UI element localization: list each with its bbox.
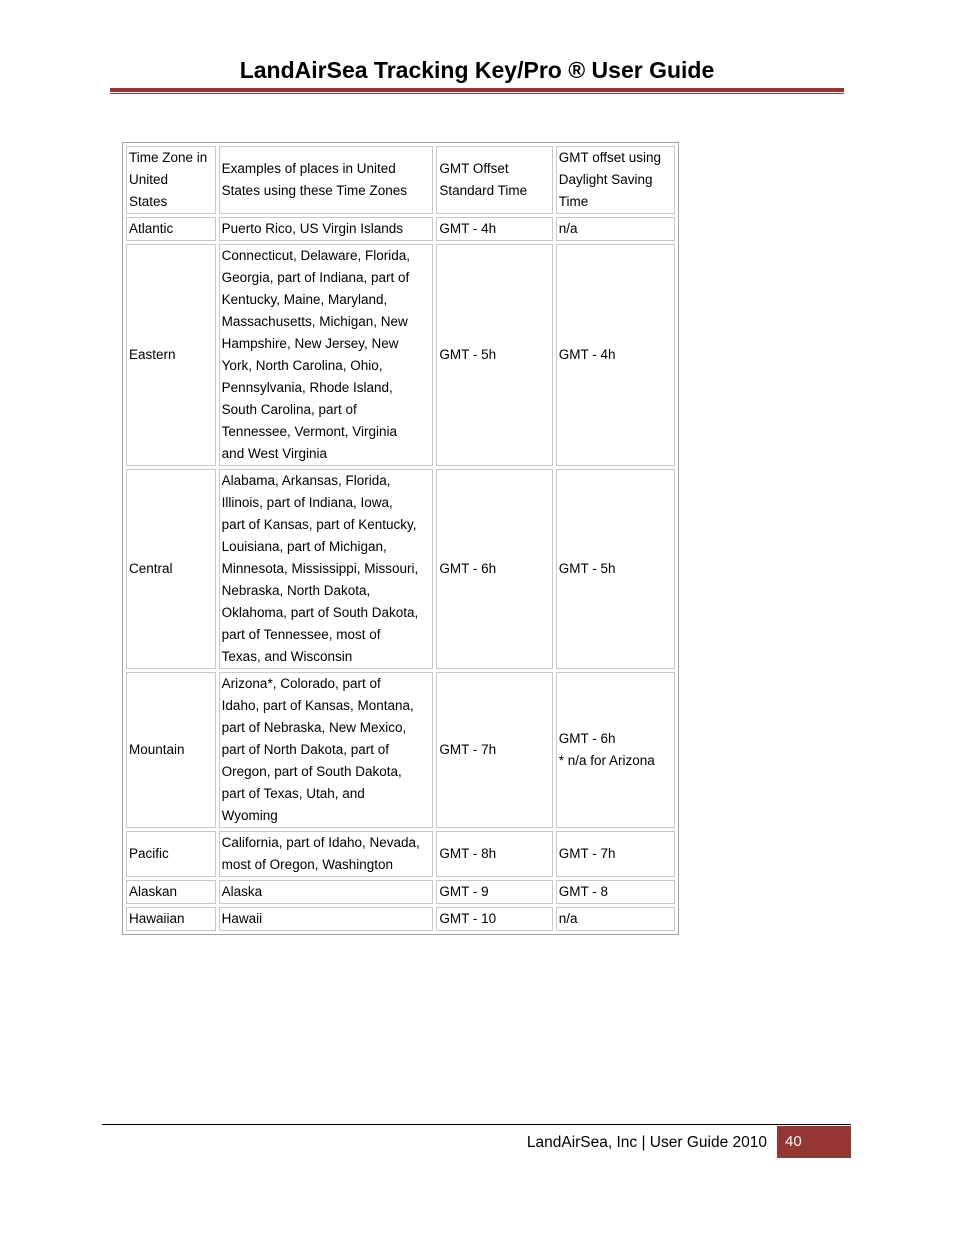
places-cell: Alabama, Arkansas, Florida, Illinois, part of Indiana, Iowa, part of Kansas, part of Kentucky, Louisiana, part of Michigan, Minnesota, Mississippi, Missouri, Nebraska, North Dakota, Oklahoma, part of South Dakota, part of Tennessee, most of Texas, and Wisconsin: [219, 469, 434, 669]
header-gmt-daylight: GMT offset using Daylight Saving Time: [556, 146, 675, 214]
standard-offset-cell: GMT - 10: [436, 907, 552, 931]
table-row: [126, 469, 675, 669]
table-row: [126, 672, 675, 828]
header-gmt-standard: GMT Offset Standard Time: [436, 146, 552, 214]
table-header-row: [126, 146, 675, 214]
table-row: [126, 831, 675, 877]
page-title: LandAirSea Tracking Key/Pro ® User Guide: [239, 57, 715, 83]
table-row: [126, 244, 675, 466]
standard-offset-cell: GMT - 7h: [436, 672, 552, 828]
time-zone-table: [122, 142, 679, 935]
zone-cell: Alaskan: [126, 880, 216, 904]
standard-offset-cell: GMT - 5h: [436, 244, 552, 466]
table-row: [126, 880, 675, 904]
places-cell: Arizona*, Colorado, part of Idaho, part of Kansas, Montana, part of Nebraska, New Mexico, part of North Dakota, part of Oregon, part of South Dakota, part of Texas, Utah, and Wyoming: [219, 672, 434, 828]
zone-cell: Eastern: [126, 244, 216, 466]
daylight-offset-cell: GMT - 5h: [556, 469, 675, 669]
daylight-offset-cell: GMT - 7h: [556, 831, 675, 877]
title-divider-thin: [110, 93, 844, 94]
places-cell: Puerto Rico, US Virgin Islands: [219, 217, 434, 241]
zone-cell: Hawaiian: [126, 907, 216, 931]
places-cell: Connecticut, Delaware, Florida, Georgia, part of Indiana, part of Kentucky, Maine, Maryland, Massachusetts, Michigan, New Hampshire, New Jersey, New York, North Carolina, Ohio, Pennsylvania, Rhode Island, South Carolina, part of Tennessee, Vermont, Virginia and West Virginia: [219, 244, 434, 466]
daylight-offset-cell: n/a: [556, 217, 675, 241]
zone-cell: Mountain: [126, 672, 216, 828]
title-divider: [110, 88, 844, 92]
daylight-offset-cell: GMT - 8: [556, 880, 675, 904]
page-number: 40: [777, 1126, 851, 1158]
standard-offset-cell: GMT - 9: [436, 880, 552, 904]
places-cell: Alaska: [219, 880, 434, 904]
standard-offset-cell: GMT - 4h: [436, 217, 552, 241]
zone-cell: Pacific: [126, 831, 216, 877]
footer-divider: [102, 1124, 851, 1125]
table-row: [126, 217, 675, 241]
daylight-offset-cell: GMT - 4h: [556, 244, 675, 466]
daylight-offset-cell: GMT - 6h * n/a for Arizona: [556, 672, 675, 828]
daylight-offset-cell: n/a: [556, 907, 675, 931]
places-cell: California, part of Idaho, Nevada, most of Oregon, Washington: [219, 831, 434, 877]
zone-cell: Atlantic: [126, 217, 216, 241]
places-cell: Hawaii: [219, 907, 434, 931]
table-row: [126, 907, 675, 931]
header-examples: Examples of places in United States using these Time Zones: [219, 146, 434, 214]
footer-text: LandAirSea, Inc | User Guide 2010: [526, 1134, 767, 1151]
zone-cell: Central: [126, 469, 216, 669]
standard-offset-cell: GMT - 8h: [436, 831, 552, 877]
standard-offset-cell: GMT - 6h: [436, 469, 552, 669]
header-time-zone: Time Zone in United States: [126, 146, 216, 214]
